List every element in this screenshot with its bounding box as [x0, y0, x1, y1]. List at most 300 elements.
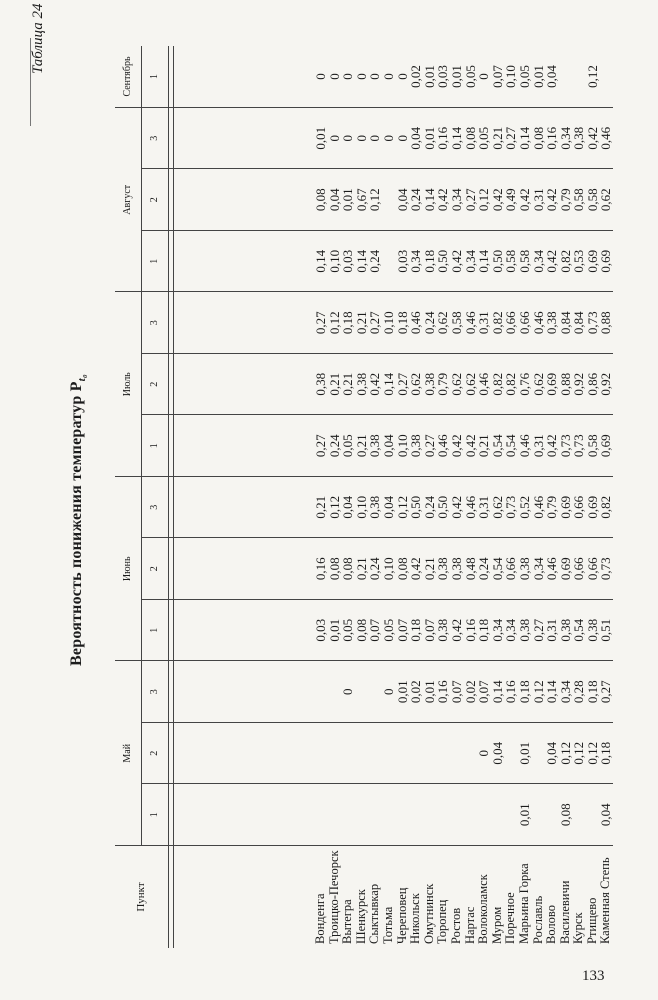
probability-cell: 0,04 [545, 723, 559, 785]
probability-cell: 0 [477, 46, 491, 108]
probability-cell [572, 46, 586, 108]
probability-cell: 0,01 [423, 46, 437, 108]
row-station-name: Вонденга [174, 846, 328, 949]
probability-cell: 0,34 [504, 600, 518, 662]
probability-cell: 0,46 [545, 538, 559, 600]
probability-cell: 0,24 [368, 538, 382, 600]
probability-cell: 0 [382, 661, 396, 723]
probability-cell: 0,69 [545, 354, 559, 416]
probability-cell: 0,38 [436, 600, 450, 662]
probability-cell: 0,08 [396, 538, 410, 600]
probability-cell: 0,38 [572, 108, 586, 170]
probability-cell: 0 [396, 46, 410, 108]
probability-cell: 0,21 [477, 415, 491, 477]
header-month-may: Май [115, 661, 142, 846]
row-station-name: Троицко-Печорск [328, 846, 342, 949]
probability-cell: 0,05 [518, 46, 532, 108]
row-station-name: Рославль [532, 846, 546, 949]
probability-cell: 0,69 [586, 477, 600, 539]
probability-cell: 0,14 [355, 231, 369, 293]
row-station-name: Муром [491, 846, 505, 949]
probability-cell: 0,01 [423, 661, 437, 723]
header-decade: 3 [142, 477, 169, 539]
title-subscript: t₀ [76, 374, 89, 382]
probability-cell: 0,73 [504, 477, 518, 539]
row-station-name: Василевичи [559, 846, 573, 949]
probability-cell: 0,01 [532, 46, 546, 108]
table-row [423, 46, 437, 948]
probability-cell: 0,42 [450, 231, 464, 293]
header-decade: 1 [142, 784, 169, 846]
probability-cell: 0,14 [491, 661, 505, 723]
probability-cell: 0,84 [572, 292, 586, 354]
probability-cell: 0 [328, 108, 342, 170]
probability-cell: 0,14 [477, 231, 491, 293]
probability-cell: 0,42 [450, 477, 464, 539]
header-decade: 2 [142, 723, 169, 785]
probability-cell: 0,10 [355, 477, 369, 539]
table-number: Таблица 24 [30, 3, 46, 74]
probability-cell: 0,31 [477, 477, 491, 539]
probability-cell: 0,82 [504, 354, 518, 416]
probability-cell: 0,79 [436, 354, 450, 416]
probability-cell: 0,92 [572, 354, 586, 416]
probability-cell: 0,54 [491, 538, 505, 600]
probability-cell: 0,38 [436, 538, 450, 600]
probability-cell: 0,01 [174, 108, 328, 170]
probability-cell: 0,12 [572, 723, 586, 785]
probability-cell: 0,50 [436, 477, 450, 539]
row-station-name: Марьина Горка [518, 846, 532, 949]
header-point: Пункт [115, 846, 169, 949]
probability-cell: 0,62 [436, 292, 450, 354]
probability-cell: 0,04 [328, 169, 342, 231]
probability-cell: 0,08 [355, 600, 369, 662]
probability-cell: 0,24 [328, 415, 342, 477]
probability-cell: 0,62 [532, 354, 546, 416]
probability-cell: 0 [355, 46, 369, 108]
probability-cell: 0,46 [532, 292, 546, 354]
probability-cell: 0,69 [586, 231, 600, 293]
probability-cell: 0 [341, 661, 355, 723]
header-month-june: Июнь [115, 477, 142, 662]
probability-cell: 0,01 [518, 784, 532, 846]
table-title: Вероятность понижения температур $P_{t_0}$ [68, 374, 89, 666]
probability-cell: 0,58 [572, 169, 586, 231]
header-decade: 1 [142, 415, 169, 477]
probability-cell: 0,21 [341, 354, 355, 416]
probability-cell: 0,10 [382, 538, 396, 600]
probability-cell: 0,01 [341, 169, 355, 231]
probability-cell: 0,42 [450, 600, 464, 662]
table-row [436, 46, 450, 948]
probability-cell: 0,38 [450, 538, 464, 600]
probability-cell [328, 661, 342, 723]
probability-cell [559, 46, 573, 108]
probability-cell: 0,12 [328, 292, 342, 354]
probability-cell: 0,04 [599, 784, 613, 846]
row-station-name: Тотьма [382, 846, 396, 949]
probability-cell: 0,62 [599, 169, 613, 231]
probability-cell: 0,24 [409, 169, 423, 231]
probability-cell: 0,21 [174, 477, 328, 539]
probability-cell: 0,38 [174, 354, 328, 416]
probability-cell: 0,31 [532, 169, 546, 231]
table-body [174, 46, 614, 948]
probability-cell: 0,34 [450, 169, 464, 231]
probability-cell: 0,21 [355, 415, 369, 477]
header-decade: 1 [142, 600, 169, 662]
probability-cell: 0,79 [545, 477, 559, 539]
probability-cell: 0,38 [586, 600, 600, 662]
probability-cell: 0,34 [559, 661, 573, 723]
probability-cell: 0,04 [409, 108, 423, 170]
probability-cell [328, 723, 342, 785]
row-station-name: Череповец [396, 846, 410, 949]
probability-cell: 0,52 [518, 477, 532, 539]
probability-cell: 0,48 [464, 538, 478, 600]
probability-cell: 0,05 [341, 415, 355, 477]
probability-cell: 0,42 [464, 415, 478, 477]
probability-cell [174, 661, 328, 723]
probability-cell: 0,07 [491, 46, 505, 108]
table-row [174, 46, 328, 948]
probability-cell: 0,27 [174, 292, 328, 354]
probability-cell: 0,76 [518, 354, 532, 416]
probability-cell: 0 [382, 108, 396, 170]
probability-cell [477, 784, 491, 846]
probability-cell: 0,51 [599, 600, 613, 662]
probability-cell [464, 723, 478, 785]
probability-cell [174, 723, 328, 785]
probability-cell: 0,46 [532, 477, 546, 539]
probability-cell: 0,31 [532, 415, 546, 477]
probability-cell: 0,18 [423, 231, 437, 293]
probability-cell: 0,58 [586, 169, 600, 231]
probability-cell: 0,69 [559, 538, 573, 600]
probability-cell [382, 784, 396, 846]
probability-cell: 0,46 [518, 415, 532, 477]
probability-cell [504, 784, 518, 846]
probability-cell: 0,21 [355, 538, 369, 600]
probability-cell: 0,53 [572, 231, 586, 293]
probability-cell: 0,66 [572, 477, 586, 539]
probability-cell [396, 723, 410, 785]
probability-cell: 0,79 [559, 169, 573, 231]
probability-cell: 0,04 [341, 477, 355, 539]
probability-cell: 0,14 [174, 231, 328, 293]
probability-cell: 0,07 [368, 600, 382, 662]
table-row [545, 46, 559, 948]
probability-cell: 0,69 [599, 415, 613, 477]
probability-cell: 0,18 [477, 600, 491, 662]
probability-cell: 0,49 [504, 169, 518, 231]
probability-cell: 0,46 [477, 354, 491, 416]
probability-cell: 0,14 [518, 108, 532, 170]
probability-cell: 0,04 [382, 415, 396, 477]
probability-cell: 0,01 [450, 46, 464, 108]
probability-cell: 0,07 [450, 661, 464, 723]
probability-cell: 0,34 [532, 538, 546, 600]
probability-cell: 0,12 [532, 661, 546, 723]
probability-cell: 0,04 [396, 169, 410, 231]
row-station-name: Нартас [464, 846, 478, 949]
probability-cell: 0,73 [586, 292, 600, 354]
probability-cell: 0,02 [409, 661, 423, 723]
probability-cell: 0,42 [586, 108, 600, 170]
probability-cell: 0,58 [518, 231, 532, 293]
probability-cell: 0,38 [518, 538, 532, 600]
probability-cell: 0,82 [599, 477, 613, 539]
probability-cell: 0,50 [409, 477, 423, 539]
probability-cell: 0,66 [504, 292, 518, 354]
probability-cell [532, 723, 546, 785]
probability-cell: 0,58 [450, 292, 464, 354]
probability-cell: 0,54 [491, 415, 505, 477]
probability-cell [328, 784, 342, 846]
table-row [328, 46, 342, 948]
table-row [355, 46, 369, 948]
table-row [586, 46, 600, 948]
probability-cell: 0 [477, 723, 491, 785]
probability-cell: 0 [382, 46, 396, 108]
probability-cell: 0,18 [396, 292, 410, 354]
table-row [409, 46, 423, 948]
probability-cell: 0,27 [532, 600, 546, 662]
probability-cell: 0,18 [409, 600, 423, 662]
probability-cell: 0,04 [491, 723, 505, 785]
probability-cell: 0,73 [599, 538, 613, 600]
probability-cell: 0,42 [545, 231, 559, 293]
probability-cell: 0,88 [559, 354, 573, 416]
table-row [464, 46, 478, 948]
probability-cell [572, 784, 586, 846]
probability-cell: 0,05 [464, 46, 478, 108]
probability-cell: 0,12 [586, 723, 600, 785]
probability-cell: 0,54 [504, 415, 518, 477]
table-row [450, 46, 464, 948]
probability-cell: 0,27 [368, 292, 382, 354]
probability-cell: 0,14 [545, 661, 559, 723]
probability-cell: 0,16 [436, 661, 450, 723]
probability-cell: 0,07 [477, 661, 491, 723]
probability-cell: 0,08 [341, 538, 355, 600]
probability-cell: 0,82 [559, 231, 573, 293]
header-decade: 1 [142, 46, 169, 108]
probability-cell [368, 784, 382, 846]
probability-cell: 0,03 [396, 231, 410, 293]
probability-cell: 0,18 [599, 723, 613, 785]
probability-cell: 0 [368, 46, 382, 108]
probability-cell [382, 231, 396, 293]
probability-cell: 0,69 [559, 477, 573, 539]
probability-cell: 0,66 [504, 538, 518, 600]
probability-cell [355, 723, 369, 785]
probability-cell: 0,27 [174, 415, 328, 477]
probability-cell: 0,14 [382, 354, 396, 416]
probability-cell: 0,24 [477, 538, 491, 600]
probability-cell: 0,46 [464, 477, 478, 539]
probability-cell: 0,38 [545, 292, 559, 354]
probability-cell [491, 784, 505, 846]
table-row [504, 46, 518, 948]
probability-cell [532, 784, 546, 846]
probability-cell: 0,42 [491, 169, 505, 231]
probability-cell: 0,24 [423, 292, 437, 354]
probability-cell: 0,46 [436, 415, 450, 477]
header-decade: 3 [142, 661, 169, 723]
probability-cell: 0,73 [559, 415, 573, 477]
probability-cell: 0,34 [491, 600, 505, 662]
probability-cell: 0,73 [572, 415, 586, 477]
row-station-name: Ростов [450, 846, 464, 949]
probability-cell: 0,08 [328, 538, 342, 600]
probability-cell: 0,42 [409, 538, 423, 600]
page-number: 133 [582, 968, 605, 984]
probability-cell: 0,05 [382, 600, 396, 662]
probability-cell: 0 [368, 108, 382, 170]
header-month-july: Июль [115, 292, 142, 477]
probability-cell [174, 784, 328, 846]
probability-cell: 0,62 [409, 354, 423, 416]
probability-cell: 0 [328, 46, 342, 108]
probability-cell: 0,34 [409, 231, 423, 293]
probability-cell [355, 784, 369, 846]
probability-cell: 0,62 [491, 477, 505, 539]
probability-cell: 0,01 [396, 661, 410, 723]
probability-cell: 0,34 [532, 231, 546, 293]
probability-cell: 0,04 [545, 46, 559, 108]
probability-cell [355, 661, 369, 723]
rotated-table-page [0, 40, 658, 1000]
probability-cell: 0,24 [423, 477, 437, 539]
probability-cell: 0,08 [464, 108, 478, 170]
probability-cell: 0,18 [341, 292, 355, 354]
probability-cell: 0,10 [504, 46, 518, 108]
probability-cell [409, 723, 423, 785]
probability-cell: 0,14 [423, 169, 437, 231]
probability-cell: 0,24 [368, 231, 382, 293]
probability-cell [504, 723, 518, 785]
probability-cell: 0,21 [491, 108, 505, 170]
probability-cell: 0,27 [464, 169, 478, 231]
probability-cell: 0,08 [174, 169, 328, 231]
probability-cell: 0,08 [532, 108, 546, 170]
probability-cell: 0,62 [464, 354, 478, 416]
probability-cell [423, 723, 437, 785]
probability-cell: 0,07 [396, 600, 410, 662]
probability-cell: 0,27 [423, 415, 437, 477]
probability-cell: 0,38 [518, 600, 532, 662]
probability-cell: 0,21 [328, 354, 342, 416]
probability-cell: 0,12 [559, 723, 573, 785]
probability-cell: 0,28 [572, 661, 586, 723]
probability-cell: 0,21 [355, 292, 369, 354]
probability-cell: 0,04 [382, 477, 396, 539]
probability-cell: 0,88 [599, 292, 613, 354]
probability-cell: 0 [396, 108, 410, 170]
probability-cell: 0,14 [450, 108, 464, 170]
probability-cell: 0,31 [477, 292, 491, 354]
probability-cell: 0,42 [518, 169, 532, 231]
header-month-september: Сентябрь [115, 46, 142, 108]
table-row [518, 46, 532, 948]
row-station-name: Волово [545, 846, 559, 949]
probability-cell: 0,46 [464, 292, 478, 354]
table-row [491, 46, 505, 948]
probability-cell: 0,66 [586, 538, 600, 600]
row-station-name: Курск [572, 846, 586, 949]
table-row [572, 46, 586, 948]
probability-cell: 0,69 [599, 231, 613, 293]
table-row [559, 46, 573, 948]
probability-cell: 0,18 [518, 661, 532, 723]
row-station-name: Волоколамск [477, 846, 491, 949]
probability-cell: 0,66 [518, 292, 532, 354]
probability-cell: 0,07 [423, 600, 437, 662]
probability-cell: 0,82 [491, 292, 505, 354]
probability-cell: 0,38 [355, 354, 369, 416]
probability-cell [599, 46, 613, 108]
row-station-name: Сыктывкар [368, 846, 382, 949]
probability-cell: 0,42 [450, 415, 464, 477]
probability-cell: 0,42 [436, 169, 450, 231]
probability-cell [450, 723, 464, 785]
probability-cell: 0,12 [396, 477, 410, 539]
probability-cell: 0,27 [396, 354, 410, 416]
probability-cell: 0,16 [464, 600, 478, 662]
probability-cell: 0,46 [409, 292, 423, 354]
probability-cell [586, 784, 600, 846]
header-decade: 2 [142, 169, 169, 231]
table-row [382, 46, 396, 948]
probability-cell [368, 723, 382, 785]
probability-cell: 0,34 [559, 108, 573, 170]
row-station-name: Торопец [436, 846, 450, 949]
row-station-name: Омутнинск [423, 846, 437, 949]
probability-cell [396, 784, 410, 846]
probability-cell: 0,12 [586, 46, 600, 108]
probability-cell: 0,05 [341, 600, 355, 662]
row-station-name: Поречное [504, 846, 518, 949]
probability-cell [423, 784, 437, 846]
probability-cell: 0 [341, 108, 355, 170]
table-row [532, 46, 546, 948]
probability-cell: 0,12 [368, 169, 382, 231]
probability-cell: 0,31 [545, 600, 559, 662]
header-month-august: Август [115, 108, 142, 293]
probability-cell: 0,12 [328, 477, 342, 539]
probability-cell [436, 723, 450, 785]
table-row [599, 46, 613, 948]
probability-cell: 0,18 [586, 661, 600, 723]
probability-cell [409, 784, 423, 846]
probability-cell: 0,92 [599, 354, 613, 416]
table-row [368, 46, 382, 948]
probability-cell [545, 784, 559, 846]
probability-cell: 0,16 [545, 108, 559, 170]
probability-cell [450, 784, 464, 846]
probability-cell: 0,27 [504, 108, 518, 170]
row-station-name: Каменная Степь [599, 846, 613, 949]
row-station-name: Никольск [409, 846, 423, 949]
probability-cell [464, 784, 478, 846]
header-decade: 3 [142, 292, 169, 354]
probability-cell [436, 784, 450, 846]
probability-cell: 0,01 [423, 108, 437, 170]
table-row [477, 46, 491, 948]
probability-cell [382, 169, 396, 231]
